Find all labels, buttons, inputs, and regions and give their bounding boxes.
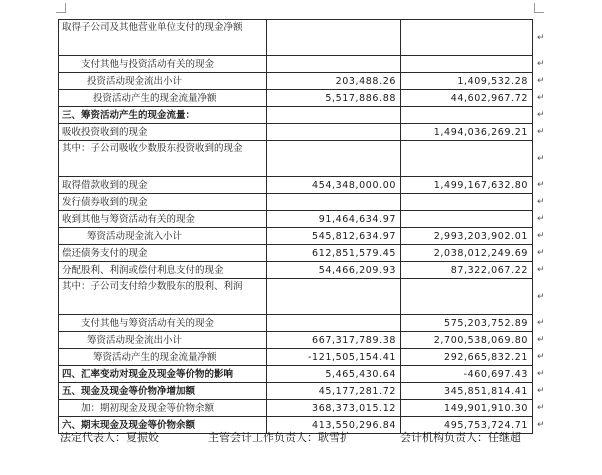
paragraph-mark: ↵ bbox=[537, 403, 545, 413]
previous-period-amount: 292,665,832.21 bbox=[401, 349, 533, 366]
row-label: 四、汇率变动对现金及现金等价物的影响 bbox=[59, 366, 267, 383]
paragraph-mark: ↵ bbox=[537, 180, 545, 190]
current-period-amount bbox=[267, 279, 401, 315]
table-row bbox=[59, 73, 533, 90]
paragraph-mark: ↵ bbox=[537, 352, 545, 362]
previous-period-amount: 1,494,036,269.21 bbox=[401, 124, 533, 141]
legal-representative: 法定代表人：夏振姣 bbox=[60, 431, 159, 444]
table-row bbox=[59, 279, 533, 315]
previous-period-amount bbox=[401, 279, 533, 315]
paragraph-mark: ↵ bbox=[537, 110, 545, 120]
current-period-amount bbox=[267, 315, 401, 332]
table-row bbox=[59, 56, 533, 73]
paragraph-mark: ↵ bbox=[537, 127, 545, 137]
current-period-amount bbox=[267, 56, 401, 73]
previous-period-amount: 2,038,012,249.69 bbox=[401, 245, 533, 262]
current-period-amount: -121,505,154.41 bbox=[267, 349, 401, 366]
previous-period-amount: 1,499,167,632.80 bbox=[401, 177, 533, 194]
row-label: 收到其他与筹资活动有关的现金 bbox=[59, 211, 267, 228]
previous-period-amount: 2,700,538,069.80 bbox=[401, 332, 533, 349]
row-label: 投资活动现金流出小计 bbox=[59, 73, 267, 90]
current-period-amount bbox=[267, 20, 401, 56]
table-row bbox=[59, 107, 533, 124]
table-row bbox=[59, 400, 533, 417]
current-period-amount bbox=[267, 124, 401, 141]
row-label: 支付其他与筹资活动有关的现金 bbox=[59, 315, 267, 332]
current-period-amount: 54,466,209.93 bbox=[267, 262, 401, 279]
table-row bbox=[59, 262, 533, 279]
previous-period-amount bbox=[401, 141, 533, 177]
accounting-head: 主管会计工作负责人：耿雪扩 bbox=[208, 431, 351, 444]
previous-period-amount bbox=[401, 194, 533, 211]
current-period-amount: 545,812,634.97 bbox=[267, 228, 401, 245]
paragraph-mark: ↵ bbox=[537, 76, 545, 86]
table-row bbox=[59, 20, 533, 56]
table-row bbox=[59, 194, 533, 211]
accounting-org-head: 会计机构负责人：任继超 bbox=[400, 431, 521, 444]
row-label: 其中：子公司吸收少数股东投资收到的现金 bbox=[59, 141, 267, 177]
paragraph-mark: ↵ bbox=[537, 420, 545, 430]
paragraph-mark: ↵ bbox=[537, 197, 545, 207]
previous-period-amount bbox=[401, 211, 533, 228]
current-period-amount: 368,373,015.12 bbox=[267, 400, 401, 417]
paragraph-mark: ↵ bbox=[537, 59, 545, 69]
row-label: 取得子公司及其他营业单位支付的现金净额 bbox=[59, 20, 267, 56]
current-period-amount bbox=[267, 194, 401, 211]
table-row bbox=[59, 177, 533, 194]
page-corner-mark-right bbox=[534, 3, 544, 13]
current-period-amount: 203,488.26 bbox=[267, 73, 401, 90]
current-period-amount: 454,348,000.00 bbox=[267, 177, 401, 194]
paragraph-mark: ↵ bbox=[537, 265, 545, 275]
paragraph-mark: ↵ bbox=[537, 231, 545, 241]
cash-flow-table bbox=[58, 19, 533, 434]
table-row bbox=[59, 228, 533, 245]
current-period-amount bbox=[267, 107, 401, 124]
row-label: 支付其他与投资活动有关的现金 bbox=[59, 56, 267, 73]
table-row bbox=[59, 90, 533, 107]
row-label: 分配股利、利润或偿付利息支付的现金 bbox=[59, 262, 267, 279]
row-label: 筹资活动现金流入小计 bbox=[59, 228, 267, 245]
previous-period-amount: 575,203,752.89 bbox=[401, 315, 533, 332]
current-period-amount: 5,517,886.88 bbox=[267, 90, 401, 107]
paragraph-mark: ↵ bbox=[537, 154, 545, 164]
paragraph-mark: ↵ bbox=[537, 33, 545, 43]
row-label: 筹资活动产生的现金流量净额 bbox=[59, 349, 267, 366]
previous-period-amount: 345,851,814.41 bbox=[401, 383, 533, 400]
row-label: 投资活动产生的现金流量净额 bbox=[59, 90, 267, 107]
row-label: 偿还债务支付的现金 bbox=[59, 245, 267, 262]
current-period-amount: 5,465,430.64 bbox=[267, 366, 401, 383]
current-period-amount: 45,177,281.72 bbox=[267, 383, 401, 400]
previous-period-amount: -460,697.43 bbox=[401, 366, 533, 383]
row-label: 取得借款收到的现金 bbox=[59, 177, 267, 194]
row-label: 加：期初现金及现金等价物余额 bbox=[59, 400, 267, 417]
paragraph-mark: ↵ bbox=[537, 335, 545, 345]
paragraph-mark: ↵ bbox=[537, 214, 545, 224]
current-period-amount: 667,317,789.38 bbox=[267, 332, 401, 349]
table-row bbox=[59, 383, 533, 400]
previous-period-amount: 1,409,532.28 bbox=[401, 73, 533, 90]
row-label: 五、现金及现金等价物净增加额 bbox=[59, 383, 267, 400]
previous-period-amount: 44,602,967.72 bbox=[401, 90, 533, 107]
previous-period-amount: 87,322,067.22 bbox=[401, 262, 533, 279]
table-row bbox=[59, 141, 533, 177]
table-row bbox=[59, 315, 533, 332]
row-label: 六、期末现金及现金等价物余额 bbox=[59, 417, 267, 434]
row-label: 其中：子公司支付给少数股东的股利、利润 bbox=[59, 279, 267, 315]
row-label: 发行债券收到的现金 bbox=[59, 194, 267, 211]
row-label: 吸收投资收到的现金 bbox=[59, 124, 267, 141]
row-label: 三、筹资活动产生的现金流量： bbox=[59, 107, 267, 124]
paragraph-mark: ↵ bbox=[537, 386, 545, 396]
table-row bbox=[59, 124, 533, 141]
paragraph-mark: ↵ bbox=[537, 292, 545, 302]
table-row bbox=[59, 211, 533, 228]
previous-period-amount: 149,901,910.30 bbox=[401, 400, 533, 417]
current-period-amount: 612,851,579.45 bbox=[267, 245, 401, 262]
previous-period-amount bbox=[401, 20, 533, 56]
row-label: 筹资活动现金流出小计 bbox=[59, 332, 267, 349]
previous-period-amount: 495,753,724.71 bbox=[401, 417, 533, 434]
paragraph-mark: ↵ bbox=[537, 248, 545, 258]
signature-footer bbox=[60, 429, 540, 445]
previous-period-amount bbox=[401, 107, 533, 124]
current-period-amount: 91,464,634.97 bbox=[267, 211, 401, 228]
previous-period-amount: 2,993,203,902.01 bbox=[401, 228, 533, 245]
table-row bbox=[59, 366, 533, 383]
paragraph-mark: ↵ bbox=[537, 369, 545, 379]
current-period-amount bbox=[267, 141, 401, 177]
current-period-amount: 413,550,296.84 bbox=[267, 417, 401, 434]
table-row bbox=[59, 245, 533, 262]
paragraph-mark: ↵ bbox=[537, 93, 545, 103]
cash-flow-table-body bbox=[59, 20, 533, 434]
paragraph-mark: ↵ bbox=[537, 318, 545, 328]
previous-period-amount bbox=[401, 56, 533, 73]
page-corner-mark-left bbox=[56, 3, 66, 13]
table-row bbox=[59, 349, 533, 366]
table-row bbox=[59, 332, 533, 349]
